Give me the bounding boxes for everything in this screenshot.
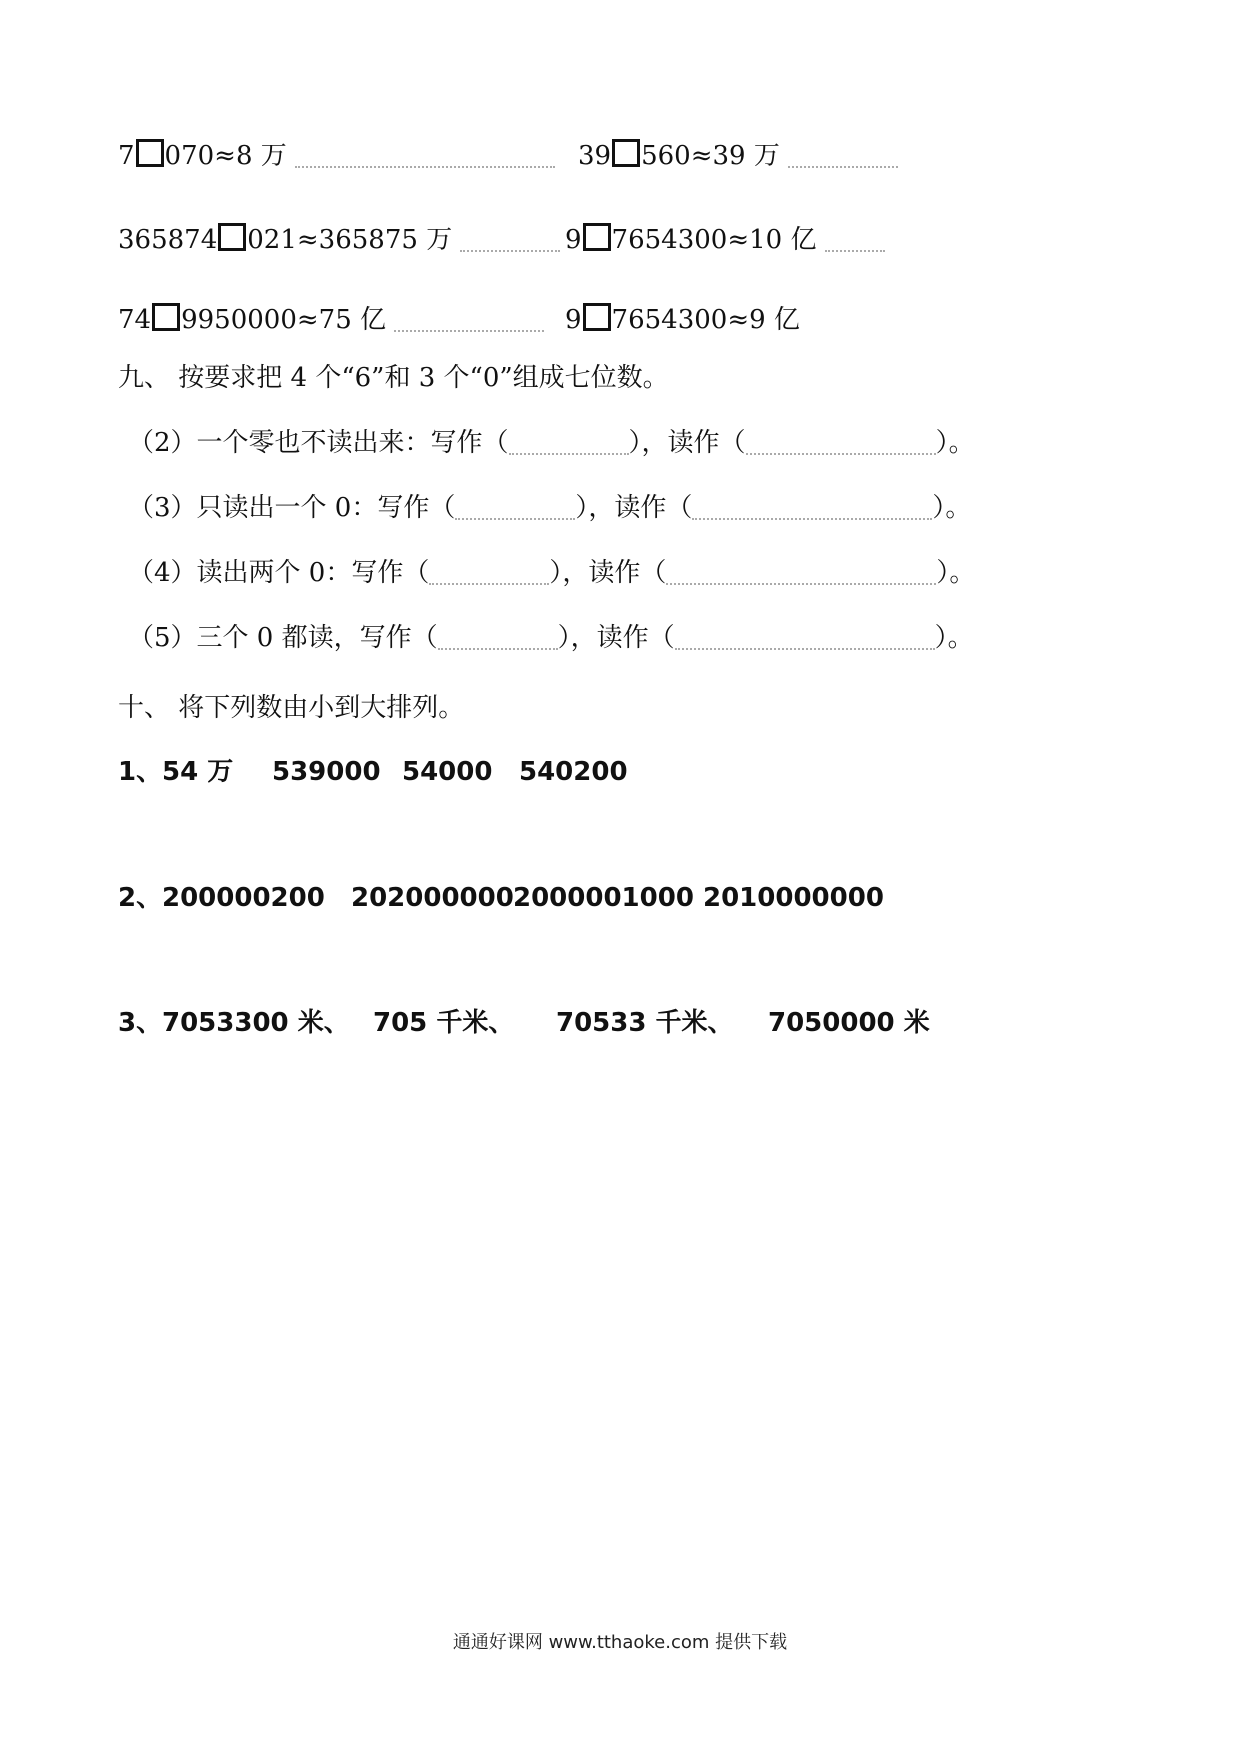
answer-box[interactable] [136, 139, 164, 167]
answer-blank-write[interactable] [438, 628, 558, 650]
estimation-row-1-left: 7 070≈8 万 [118, 138, 555, 174]
section-9-item-5: （5）三个 0 都读，写作（ ），读作（ ）。 [128, 623, 974, 653]
sort-value: 705 千米、 [373, 1008, 515, 1038]
dotted-leader [295, 146, 555, 168]
sort-value: 54 万 [162, 757, 234, 787]
sort-value: 2000001000 [513, 883, 694, 913]
estimation-row-3-right: 9 7654300≈9 亿 [565, 305, 800, 335]
sort-value: 2010000000 [703, 883, 884, 913]
estimation-row-2-right: 9 7654300≈10 亿 [565, 222, 885, 258]
sort-line-2: 2、 [118, 883, 163, 913]
estimation-row-1-right: 39 560≈39 万 [578, 138, 898, 174]
estimation-row-3-left: 74 9950000≈75 亿 [118, 302, 544, 338]
sort-value: 202000000 [351, 883, 514, 913]
dotted-leader [460, 230, 560, 252]
answer-blank-write[interactable] [509, 433, 629, 455]
page-footer: 通通好课网 www.tthaoke.com 提供下载 [452, 1632, 788, 1653]
answer-blank-write[interactable] [429, 563, 549, 585]
answer-blank-read[interactable] [692, 498, 932, 520]
sort-value: 7050000 米 [768, 1008, 930, 1038]
sort-value: 200000200 [162, 883, 325, 913]
sort-value: 7053300 米、 [162, 1008, 350, 1038]
dotted-leader [825, 230, 885, 252]
sort-value: 540200 [519, 757, 628, 787]
answer-box[interactable] [218, 223, 246, 251]
sort-line-3: 3、 [118, 1008, 163, 1038]
section-10-heading: 十、 将下列数由小到大排列。 [118, 693, 465, 723]
answer-box[interactable] [152, 303, 180, 331]
section-9-heading: 九、 按要求把 4 个“6”和 3 个“0”组成七位数。 [118, 363, 669, 393]
estimation-row-2-left: 365874 021≈365875 万 [118, 222, 560, 258]
answer-blank-read[interactable] [666, 563, 936, 585]
answer-blank-write[interactable] [455, 498, 575, 520]
sort-line-1: 1、 [118, 757, 163, 787]
dotted-leader [394, 310, 544, 332]
sort-value: 70533 千米、 [556, 1008, 734, 1038]
answer-box[interactable] [612, 139, 640, 167]
section-9-item-2: （2）一个零也不读出来：写作（ ），读作（ ）。 [128, 428, 975, 458]
dotted-leader [788, 146, 898, 168]
section-9-item-3: （3）只读出一个 0：写作（ ），读作（ ）。 [128, 493, 972, 523]
answer-blank-read[interactable] [746, 433, 936, 455]
answer-blank-read[interactable] [675, 628, 935, 650]
section-9-item-4: （4）读出两个 0：写作（ ），读作（ ）。 [128, 558, 976, 588]
sort-value: 54000 [402, 757, 493, 787]
answer-box[interactable] [583, 223, 611, 251]
sort-value: 539000 [272, 757, 381, 787]
answer-box[interactable] [583, 303, 611, 331]
